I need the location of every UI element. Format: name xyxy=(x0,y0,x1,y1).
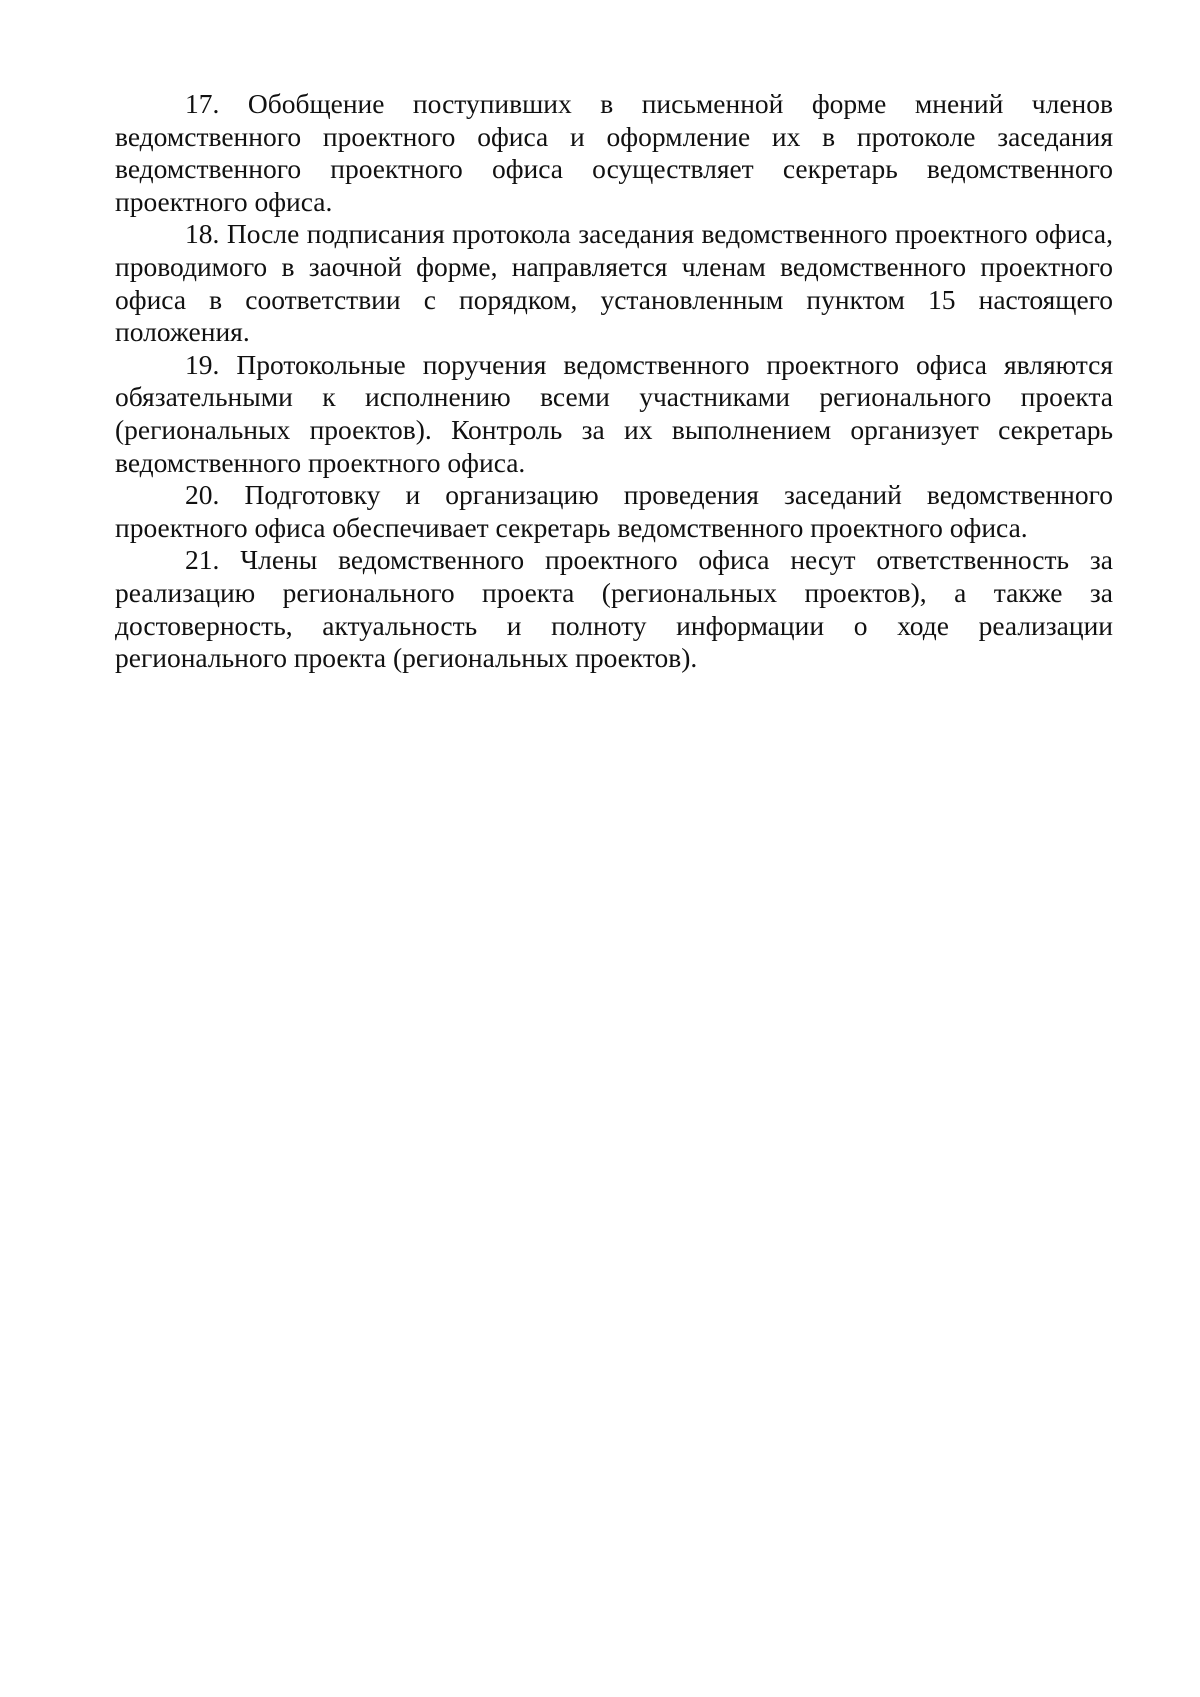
paragraph-19: 19. Протокольные поручения ведомственного проектного офиса являются обязательными к исполнению всеми участниками регионального проекта (региональных проектов). Контроль за их выполнением организует секретарь ведомственного проектного офиса. xyxy=(115,348,1113,478)
paragraph-17: 17. Обобщение поступивших в письменной форме мнений членов ведомственного проектного офиса и оформление их в протоколе заседания ведомственного проектного офиса осуществляет секретарь ведомственного проектного офиса. xyxy=(115,88,1113,217)
paragraph-20: 20. Подготовку и организацию проведения заседаний ведомственного проектного офиса обеспечивает секретарь ведомственного проектного офиса. xyxy=(115,479,1113,543)
document-body xyxy=(115,88,1113,675)
paragraph-18: 18. После подписания протокола заседания ведомственного проектного офиса, проводимого в заочной форме, направляется членам ведомственного проектного офиса в соответствии с порядком, установленным пунктом 15 настоящего положения. xyxy=(115,218,1113,348)
paragraph-21: 21. Члены ведомственного проектного офиса несут ответственность за реализацию регионального проекта (региональных проектов), а также за достоверность, актуальность и полноту информации о ходе реализации регионального проекта (региональных проектов). xyxy=(115,544,1113,674)
